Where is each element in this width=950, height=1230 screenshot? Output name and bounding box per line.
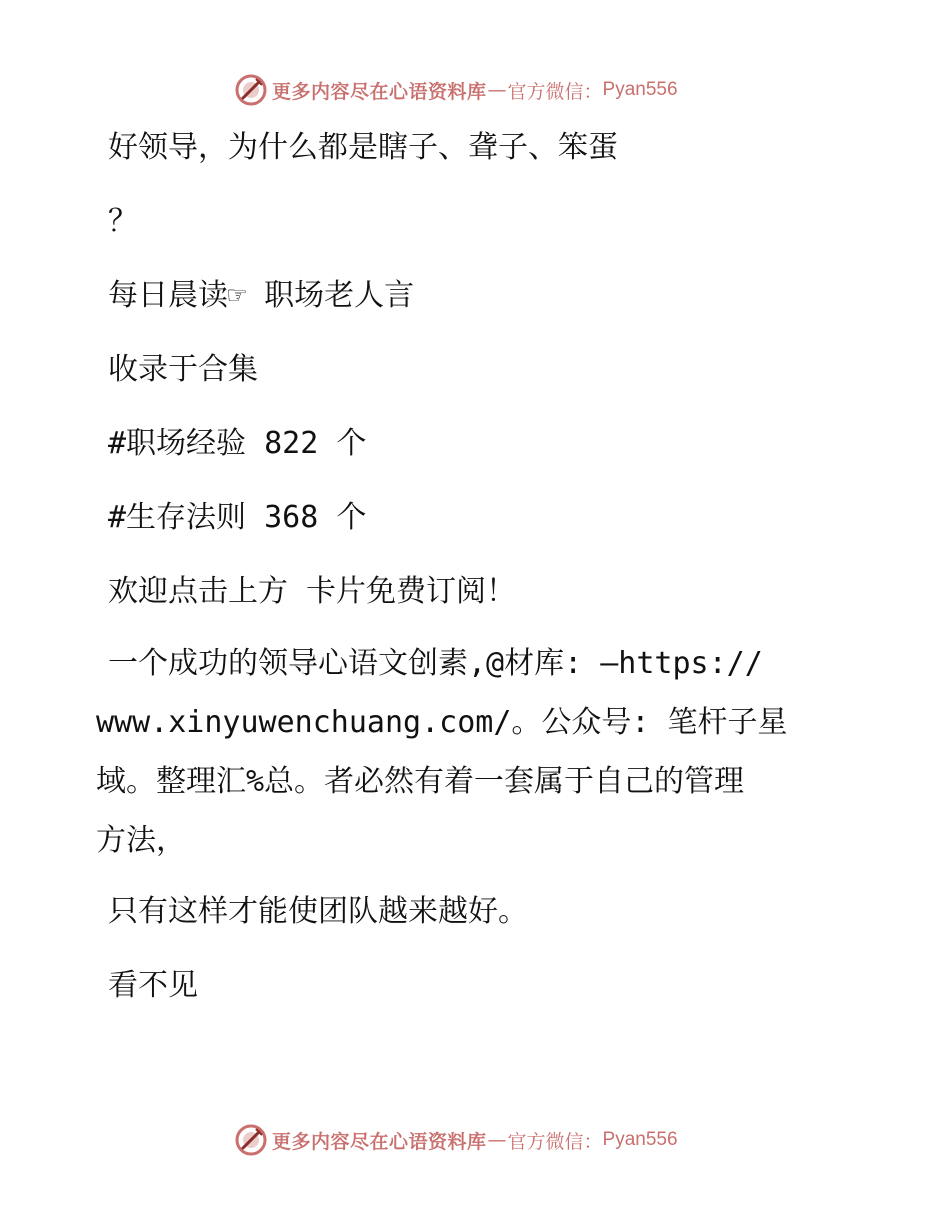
footer-banner — [234, 1122, 678, 1158]
article-title-continued: ？ — [108, 204, 138, 239]
paragraph-line: 一个成功的领导心语文创素,@材库: —https:// — [108, 646, 763, 681]
body-paragraph — [96, 634, 836, 870]
header-dash: — — [487, 79, 507, 101]
subscribe-prompt: 欢迎点击上方 卡片免费订阅！ — [108, 574, 517, 609]
tag-survival-rules: #生存法则 368 个 — [108, 500, 367, 535]
collection-label: 收录于合集 — [108, 352, 258, 387]
brush-seal-logo-icon — [234, 73, 268, 107]
footer-dash: — — [487, 1129, 507, 1151]
article-title: 好领导，为什么都是瞎子、聋子、笨蛋 — [108, 130, 618, 165]
series-label: 每日晨读☞ 职场老人言 — [108, 278, 415, 313]
body-last-line: 看不见 — [108, 968, 198, 1003]
footer-official-label: 官方微信： — [507, 1130, 603, 1153]
body-sentence: 只有这样才能使团队越来越好。 — [108, 894, 528, 929]
paragraph-line: 域。整理汇%总。者必然有着一套属于自己的管理 — [96, 764, 745, 799]
paragraph-line: 方法， — [96, 823, 186, 858]
header-banner — [234, 72, 678, 108]
footer-wechat-id: Pyan556 — [602, 1129, 678, 1150]
footer-brand-text: 更多内容尽在心语资料库 — [272, 1130, 487, 1153]
header-brand-text: 更多内容尽在心语资料库 — [272, 80, 487, 103]
brush-seal-logo-icon — [234, 1123, 268, 1157]
header-wechat-id: Pyan556 — [602, 79, 678, 100]
tag-workplace-experience: #职场经验 822 个 — [108, 426, 367, 461]
paragraph-line: www.xinyuwenchuang.com/。公众号: 笔杆子星 — [96, 705, 788, 740]
header-official-label: 官方微信： — [507, 80, 603, 103]
